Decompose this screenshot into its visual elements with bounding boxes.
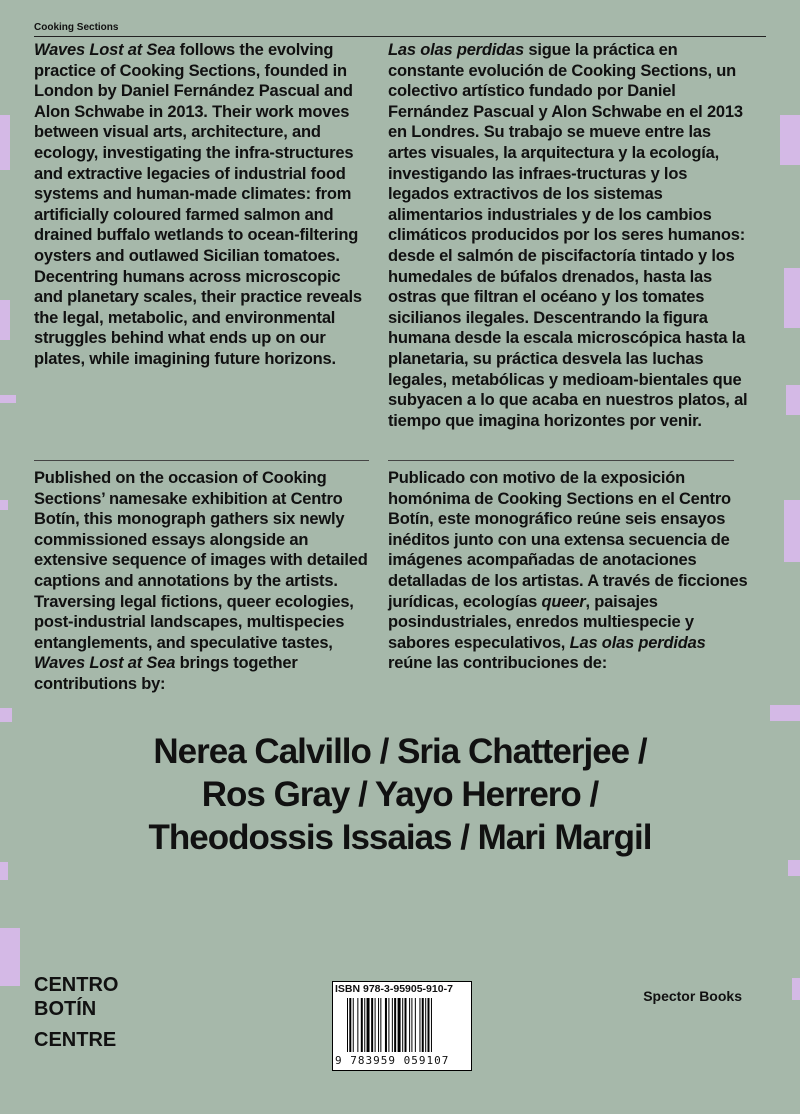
barcode-bar: [428, 998, 430, 1052]
logo-line-centro: CENTRO: [34, 974, 119, 996]
english-published-body: Published on the occasion of Cooking Sections’ namesake exhibition at Centro Botín, this monograph gathers six newly commissioned essays alongside an extensive sequence of images with detailed captions and annotations by the artists. Traversing legal fictions, queer ecologies, post-industrial landscapes, multispecies entanglements, and speculative tastes,: [34, 469, 368, 652]
barcode-bar: [431, 998, 432, 1052]
barcode-bar: [371, 998, 373, 1052]
barcode-bar: [380, 998, 381, 1052]
edge-mark: [784, 268, 800, 328]
spanish-intro: [388, 40, 748, 431]
barcode-bar: [402, 998, 403, 1052]
barcode-bar: [385, 998, 387, 1052]
english-intro-body: follows the evolving practice of Cooking Sections, founded in London by Daniel Fernández Pascual and Alon Schwabe in 2013. Their work moves between visual arts, architecture, and ecology, investigating the infra-structures and extractive legacies of industrial food systems and human-made climates: from artificially coloured farmed salmon and drained buffalo wetlands to ocean-filtering oysters and outlawed Sicilian tomatoes. Decentring humans across microscopic and planetary scales, their practice reveals the legal, metabolic, and environmental struggles behind what ends up on our plates, while imagining future horizons.: [34, 41, 362, 368]
english-intro: [34, 40, 369, 370]
english-divider: [34, 460, 369, 461]
english-published-title: Waves Lost at Sea: [34, 654, 176, 673]
edge-mark: [0, 115, 10, 170]
publisher-name: Spector Books: [643, 988, 742, 1004]
barcode-bar: [422, 998, 424, 1052]
centro-botin-logo: [34, 974, 119, 1051]
edge-mark: [786, 385, 800, 415]
barcode-bar: [405, 998, 407, 1052]
spanish-published-title: Las olas perdidas: [569, 633, 706, 652]
barcode-bar: [409, 998, 410, 1052]
barcode-bar: [398, 998, 401, 1052]
edge-mark: [784, 500, 800, 562]
barcode-bar: [388, 998, 389, 1052]
spanish-published-mid: , paisajes posindustriales, enredos multiespecie y sabores especulativos,: [388, 592, 694, 652]
isbn-digits: 9 783959 059107: [335, 1054, 450, 1067]
barcode-bar: [347, 998, 348, 1052]
barcode-bar: [361, 998, 363, 1052]
barcode-bar: [392, 998, 393, 1052]
spanish-divider: [388, 460, 734, 461]
spanish-published-queer: queer: [541, 592, 586, 611]
edge-mark: [0, 928, 20, 986]
edge-mark: [792, 978, 800, 1000]
top-rule: [34, 36, 766, 37]
isbn-label: ISBN 978-3-95905-910-7: [335, 983, 453, 995]
edge-mark: [0, 708, 12, 722]
spanish-published-body: Publicado con motivo de la exposición homónima de Cooking Sections en el Centro Botín, este monográfico reúne seis ensayos inéditos junto con una extensa secuencia de imágenes acompañadas de anotaciones detalladas de los artistas. A través de ficciones jurídicas, ecologías: [388, 469, 748, 611]
barcode-bar: [357, 998, 358, 1052]
edge-mark: [0, 300, 10, 340]
barcode-bar: [415, 998, 416, 1052]
contributors-list: [30, 730, 770, 859]
barcode-bar: [378, 998, 379, 1052]
barcode-bar: [411, 998, 412, 1052]
edge-mark: [0, 862, 8, 880]
barcode-bar: [419, 998, 420, 1052]
english-published-end: brings together contributions by:: [34, 654, 298, 693]
barcode-bar: [425, 998, 426, 1052]
barcode-bar: [367, 998, 370, 1052]
spanish-published: [388, 468, 748, 674]
barcode-bar: [375, 998, 376, 1052]
barcode-bar: [364, 998, 365, 1052]
logo-line-botin: BOTÍN: [34, 998, 97, 1020]
contributors-line: Theodossis Issaias / Mari Margil: [148, 818, 652, 857]
barcode-bar: [394, 998, 396, 1052]
contributors-line: Ros Gray / Yayo Herrero /: [201, 775, 599, 814]
edge-mark: [0, 500, 8, 510]
barcode-bar: [353, 998, 354, 1052]
edge-mark: [770, 705, 800, 721]
edge-mark: [0, 395, 16, 403]
edge-mark: [780, 115, 800, 165]
english-published: [34, 468, 369, 695]
spanish-intro-body: sigue la práctica en constante evolución de Cooking Sections, un colectivo artístico fundado por Daniel Fernández Pascual y Alon Schwabe en el 2013 en Londres. Su trabajo se mueve entre las artes visuales, la arquitectura y la ecología, investigando las infraes-tructuras y los legados extractivos de los sistemas alimentarios industriales y de los cambios climáticos producidos por los seres humanos: desde el salmón de piscifactoría tintado y los humedales de búfalos drenados, hasta las ostras que filtran el océano y los tomates sicilianos ilegales. Descentrando la figura humana desde la escala microscópica hasta la planetaria, su práctica desvela las luchas legales, metabólicas y medioam-bientales que subyacen a lo que acaba en nuestros platos, al tiempo que imagina horizontes por venir.: [388, 41, 748, 430]
spanish-intro-title: Las olas perdidas: [388, 41, 524, 59]
barcode-bars: [347, 998, 467, 1052]
isbn-barcode: [332, 981, 472, 1071]
contributors-line: Nerea Calvillo / Sria Chatterjee /: [153, 732, 647, 771]
barcode-bar: [349, 998, 351, 1052]
series-label: Cooking Sections: [34, 22, 119, 33]
spanish-published-end: reúne las contribuciones de:: [388, 654, 608, 673]
logo-line-centre: CENTRE: [34, 1029, 117, 1051]
english-intro-title: Waves Lost at Sea: [34, 41, 176, 59]
edge-mark: [788, 860, 800, 876]
